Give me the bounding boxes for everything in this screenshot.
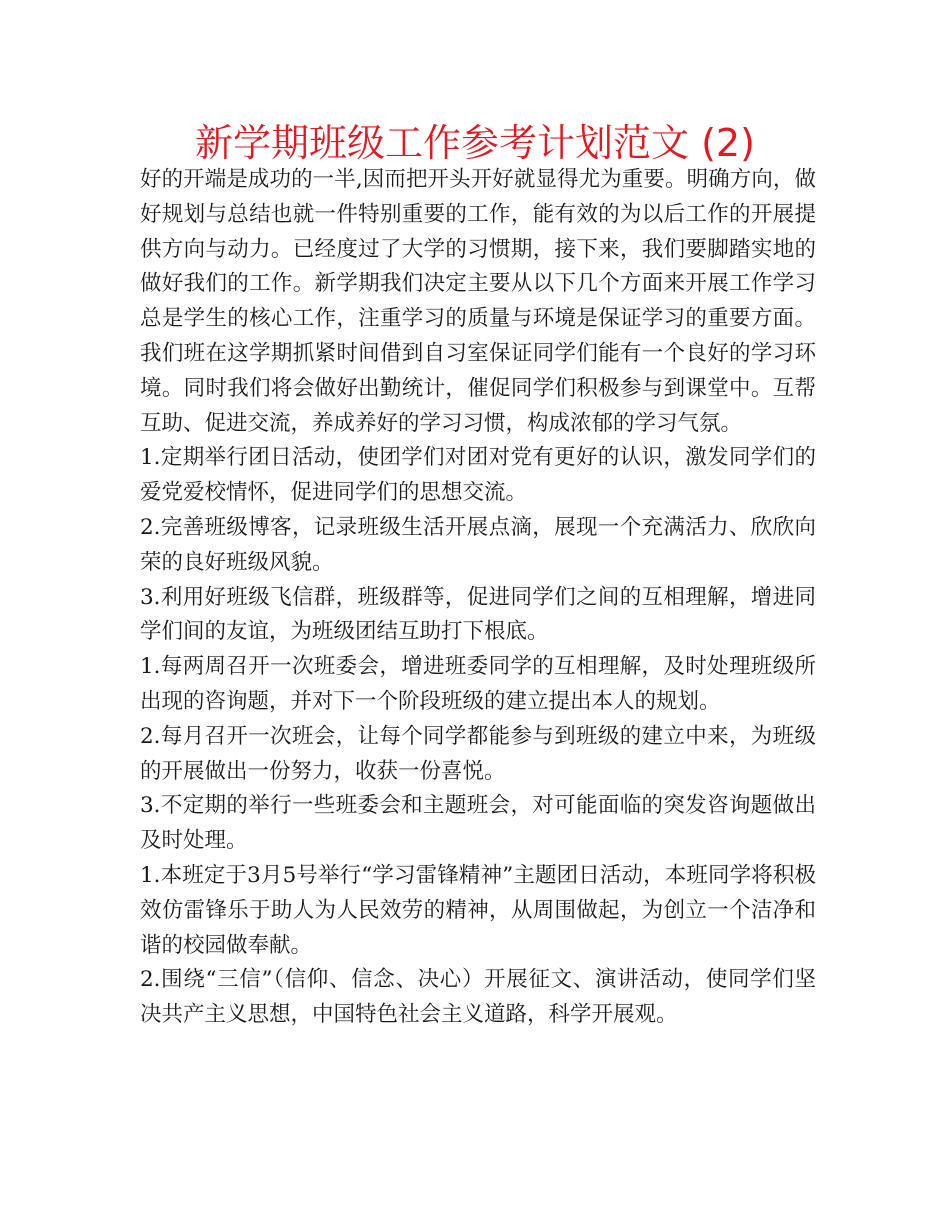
document-body <box>140 163 816 1033</box>
paragraph-item: 1.定期举行团日活动，使团学们对团对党有更好的认识，激发同学们的爱党爱校情怀，促进同学们的思想交流。 <box>140 445 816 506</box>
paragraph-item: 3.利用好班级飞信群，班级群等，促进同学们之间的互相理解，增进同学们间的友谊，为班级团结互助打下根底。 <box>140 584 816 645</box>
document-title: 新学期班级工作参考计划范文 (2) <box>195 121 755 165</box>
paragraph-item: 1.每两周召开一次班委会，增进班委同学的互相理解，及时处理班级所出现的咨询题，并对下一个阶段班级的建立提出本人的规划。 <box>140 654 816 714</box>
paragraph-intro: 好的开端是成功的一半,因而把开头开好就显得尤为重要。明确方向，做好规划与总结也就一件特别重要的工作，能有效的为以后工作的开展提供方向与动力。已经度过了大学的习惯期，接下来，我们要脚踏实地的做好我们的工作。新学期我们决定主要从以下几个方面来开展工作学习总是学生的核心工作，注重学习的质量与环境是保证学习的重要方面。我们班在这学期抓紧时间借到自习室保证同学们能有一个良好的学习环境。同时我们将会做好出勤统计，催促同学们积极参与到课堂中。互帮互助、促进交流，养成养好的学习习惯，构成浓郁的学习气氛。 <box>140 167 816 436</box>
paragraph-item: 3.不定期的举行一些班委会和主题班会，对可能面临的突发咨询题做出及时处理。 <box>140 793 816 854</box>
paragraph-item: 2.围绕“三信”（信仰、信念、决心）开展征文、演讲活动，使同学们坚决共产主义思想，中国特色社会主义道路，科学开展观。 <box>140 967 816 1028</box>
paragraph-item: 2.每月召开一次班会，让每个同学都能参与到班级的建立中来，为班级的开展做出一份努力，收获一份喜悦。 <box>140 723 816 784</box>
paragraph-item: 1.本班定于3月5号举行“学习雷锋精神”主题团日活动，本班同学将积极效仿雷锋乐于助人为人民效劳的精神，从周围做起，为创立一个洁净和谐的校园做奉献。 <box>140 862 816 958</box>
paragraph-item: 2.完善班级博客，记录班级生活开展点滴，展现一个充满活力、欣欣向荣的良好班级风貌。 <box>140 514 816 575</box>
